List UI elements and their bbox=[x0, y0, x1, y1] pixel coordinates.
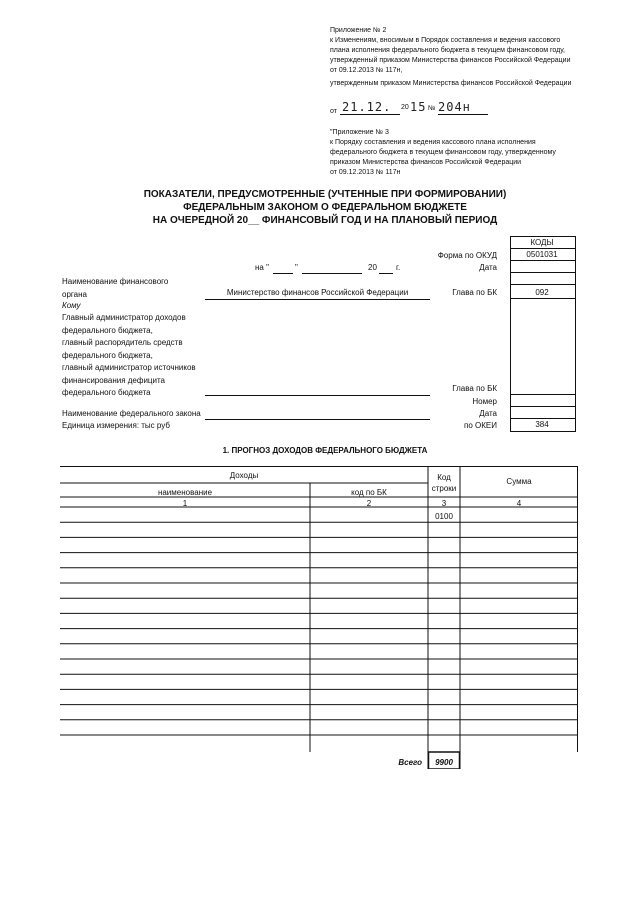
date-year: 20 bbox=[368, 263, 377, 272]
komu-label: Кому bbox=[62, 301, 81, 310]
appendix-2-year-prefix: 20 bbox=[401, 104, 409, 111]
income-table-grid bbox=[60, 466, 578, 769]
appendix-2-line: к Изменениям, вносимым в Порядок составления и ведения кассового bbox=[330, 37, 561, 44]
total-code: 9900 bbox=[435, 758, 453, 767]
income-table bbox=[60, 466, 578, 769]
appendix-2-date-prefix: от bbox=[330, 108, 337, 115]
appendix-2-number-prefix: № bbox=[428, 105, 436, 112]
title-line-2: ФЕДЕРАЛЬНЫМ ЗАКОНОМ О ФЕДЕРАЛЬНОМ БЮДЖЕТЕ bbox=[183, 202, 467, 213]
appendix-2-date-handwritten: 21.12. bbox=[342, 100, 392, 114]
col-sum-header: Сумма bbox=[506, 477, 532, 486]
unit-label: Единица измерения: тыс руб bbox=[62, 421, 170, 430]
date-label: Дата bbox=[479, 263, 497, 272]
col-code-bk-header: код по БК bbox=[351, 488, 387, 497]
col-row-code-header: Код строки bbox=[431, 473, 457, 493]
appendix-3-line: к Порядку составления и ведения кассового плана исполнения bbox=[330, 139, 536, 146]
codes-box bbox=[510, 236, 576, 432]
okei-value: 384 bbox=[535, 420, 549, 429]
appendix-3-line: федерального бюджета в текущем финансовом году, утвержденному bbox=[330, 149, 556, 156]
okei-label: по ОКЕИ bbox=[464, 421, 497, 430]
title-line-1: ПОКАЗАТЕЛИ, ПРЕДУСМОТРЕННЫЕ (УЧТЕННЫЕ ПРИ ФОРМИРОВАНИИ) bbox=[143, 189, 507, 200]
appendix-2-block bbox=[330, 26, 571, 89]
appendix-2-line: плана исполнения федерального бюджета в текущем финансовом году, bbox=[330, 47, 565, 54]
glava-bk-label: Глава по БК bbox=[452, 288, 497, 297]
appendix-3-line: приказом Министерства финансов Российской Федерации bbox=[330, 159, 522, 166]
first-row-code: 0100 bbox=[435, 512, 453, 521]
admin-label: Главный администратор доходов федерального бюджета, главный распорядитель средств федерального бюджета, главный администратор источников финансирования дефицита федерального бюджета bbox=[62, 313, 196, 397]
fin-organ-value: Министерство финансов Российской Федерации bbox=[226, 288, 409, 297]
glava-bk-2-label: Глава по БК bbox=[452, 384, 497, 393]
appendix-2-date-underline bbox=[340, 114, 400, 115]
title-line-3: НА ОЧЕРЕДНОЙ 20__ ФИНАНСОВЫЙ ГОД И НА ПЛАНОВЫЙ ПЕРИОД bbox=[152, 215, 498, 226]
glava-bk-value: 092 bbox=[535, 288, 549, 297]
col-num-2: 2 bbox=[366, 499, 372, 508]
appendix-3-block bbox=[330, 128, 556, 178]
document-title bbox=[60, 188, 590, 227]
appendix-2-line: от 09.12.2013 № 117н, bbox=[330, 67, 403, 74]
appendix-3-line: от 09.12.2013 № 117н bbox=[330, 169, 401, 176]
date-2-label: Дата bbox=[479, 409, 497, 418]
codes-header: КОДЫ bbox=[530, 238, 554, 247]
appendix-3-line: "Приложение № 3 bbox=[330, 129, 389, 136]
date-quote: " bbox=[295, 263, 298, 272]
law-label: Наименование федерального закона bbox=[62, 409, 201, 418]
col-income-header: Доходы bbox=[229, 471, 259, 480]
appendix-2-number-handwritten: 204н bbox=[438, 100, 471, 114]
fin-organ-label: Наименование финансового органа bbox=[62, 277, 169, 299]
col-name-header: наименование bbox=[157, 488, 213, 497]
nomer-label: Номер bbox=[472, 397, 497, 406]
date-g: г. bbox=[396, 263, 401, 272]
okud-label: Форма по ОКУД bbox=[437, 251, 497, 260]
appendix-2-line: утвержденный приказом Министерства финансов Российской Федерации bbox=[330, 57, 571, 64]
col-num-4: 4 bbox=[516, 499, 522, 508]
section-1-title: 1. ПРОГНОЗ ДОХОДОВ ФЕДЕРАЛЬНОГО БЮДЖЕТА bbox=[222, 446, 428, 455]
appendix-2-year-handwritten: 15 bbox=[410, 100, 427, 114]
okud-value: 0501031 bbox=[526, 250, 558, 259]
col-num-3: 3 bbox=[441, 499, 447, 508]
col-num-1: 1 bbox=[182, 499, 188, 508]
appendix-2-line: Приложение № 2 bbox=[330, 27, 387, 34]
appendix-2-number-underline bbox=[438, 114, 488, 115]
total-label: Всего bbox=[398, 758, 422, 767]
appendix-2-approved: утвержденным приказом Министерства финансов Российской Федерации bbox=[330, 80, 572, 87]
date-na: на " bbox=[255, 263, 269, 272]
